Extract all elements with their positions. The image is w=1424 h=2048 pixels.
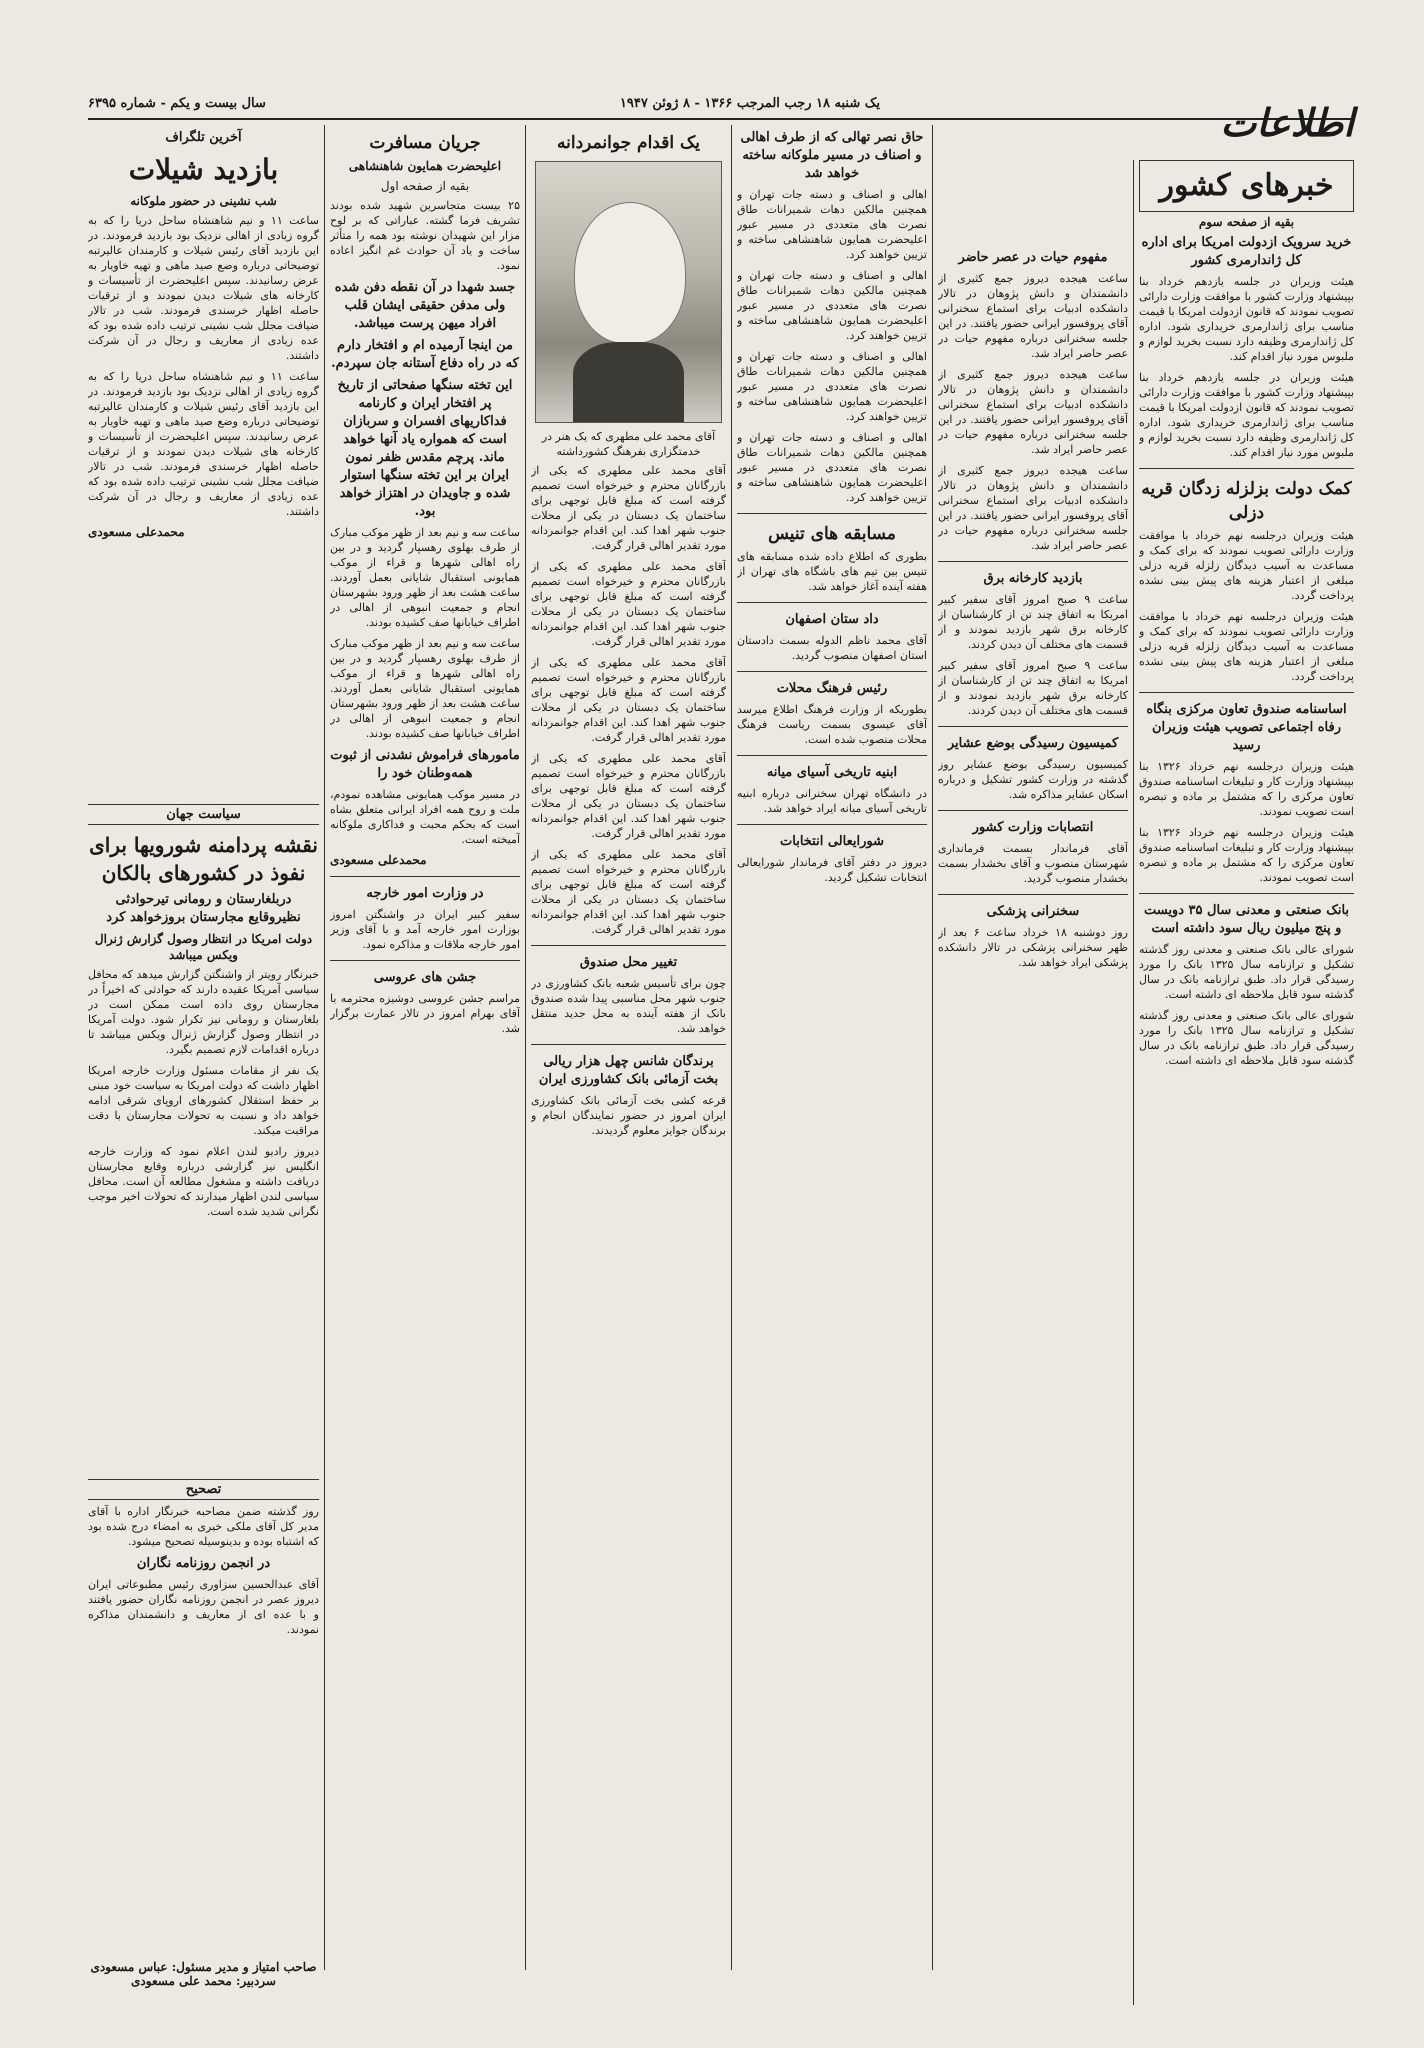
article-title: اساسنامه صندوق تعاون مرکزی بنگاه رفاه اجتماعی تصویب هیئت وزیران رسید <box>1146 702 1347 753</box>
column-2 <box>938 245 1128 1965</box>
article-text: اهالی و اصناف و دسته جات تهران و همچنین مالکین دهات شمیرانات طاق نصرت های متعددی در مسیر عبور اعلیحضرت همایون شاهنشاهی ساخته و تزیین خواهند کرد. <box>737 350 927 423</box>
article-text: یک نفر از مقامات مسئول وزارت خارجه امریکا اظهار داشت که دولت امریکا به سیاست خود مبنی بر حفظ استقلال کشورهای اروپای شرقی ادامه خواهد داد و نسبت به تحولات مجارستان با دقت مراقبت میکند. <box>88 1064 319 1137</box>
article-text: ساعت هیجده دیروز جمع کثیری از دانشمندان و دانش پژوهان در تالار دانشکده ادبیات برای استماع سخنرانی آقای پروفسور ایرانی حضور یافتند. در این جلسه سخنرانی درباره مفهوم حیات در عصر حاضر ایراد شد. <box>938 368 1128 456</box>
article-text: قرعه کشی بخت آزمائی بانک کشاورزی ایران امروز در حضور نمایندگان انجام و برندگان جوایز معلوم گردیدند. <box>531 1094 726 1137</box>
footer-credits <box>88 1960 319 1988</box>
article-text: هیئت وزیران درجلسه نهم خرداد ۱۳۲۶ بنا بپیشنهاد وزارت کار و تبلیغات اساسنامه صندوق تعاون مرکزی را که مشتمل بر ماده و تبصره است تصویب نمودند. <box>1139 760 1354 818</box>
bottom-notes <box>88 1475 319 1835</box>
article-text: آقای محمد علی مطهری که یکی از بازرگانان محترم و خیرخواه است تصمیم گرفته است که مبلغ قابل توجهی برای ساختمان یک دبستان در یکی از محلات جنوب شهر اهدا کند. این اقدام جوانمردانه مورد تقدیر اهالی قرار گرفت. <box>531 560 726 648</box>
article-title: یک اقدام جوانمردانه <box>557 133 700 153</box>
article-text: آقای محمد علی مطهری که یکی از بازرگانان محترم و خیرخواه است تصمیم گرفته است که مبلغ قابل توجهی برای ساختمان یک دبستان در یکی از محلات جنوب شهر اهدا کند. این اقدام جوانمردانه مورد تقدیر اهالی قرار گرفت. <box>531 752 726 840</box>
article-subtitle: شب نشینی در حضور ملوکانه <box>130 194 277 208</box>
article-text: ساعت ۱۱ و نیم شاهنشاه ساحل دریا را که به گروه زیادی از اهالی نزدیک بود بازدید فرمودند. در این بازدید آقای رئیس شیلات و کارمندان عالیرتبه توضیحاتی درباره وضع صید ماهی و تهیه خاویار به عرض رسانیدند. سپس اعلیحضرت از تأسیسات و کارخانه های شیلات دیدن نمودند و از ترقیات حاصله اظهار خرسندی فرمودند. شب در تالار ضیافت مجلل شب نشینی ترتیب داده شده بود که عده زیادی از معاریف و رجال در آن شرکت داشتند. <box>88 214 319 362</box>
section-kicker: سیاست جهان <box>88 804 319 825</box>
article-text: شورای عالی بانک صنعتی و معدنی روز گذشته تشکیل و ترازنامه سال ۱۳۲۵ بانک را مورد رسیدگی قرار داد. طبق ترازنامه بانک در سال گذشته سود قابل ملاحظه ای داشته است. <box>1139 943 1354 1001</box>
article-text: بطوریکه از وزارت فرهنگ اطلاع میرسد آقای عیسوی بسمت ریاست فرهنگ محلات منصوب شده است. <box>737 703 927 746</box>
article-text: اهالی و اصناف و دسته جات تهران و همچنین مالکین دهات شمیرانات طاق نصرت های متعددی در مسیر عبور اعلیحضرت همایون شاهنشاهی ساخته و تزیین خواهند کرد. <box>737 269 927 342</box>
article-text: ساعت ۹ صبح امروز آقای سفیر کبیر امریکا به اتفاق چند تن از کارشناسان از کارخانه برق شهر بازدید نمودند و از قسمت های مختلف آن دیدن کردند. <box>938 593 1128 651</box>
article-text: هیئت وزیران درجلسه نهم خرداد با موافقت وزارت دارائی تصویب نمودند که برای کمک و مساعدت به آسیب دیدگان زلزله قریه دزلی مبلغی از اعتبار هزینه های پیش بینی نشده پرداخت گردد. <box>1139 610 1354 683</box>
section-title: خبرهای کشور <box>1159 168 1334 203</box>
article-text: ساعت سه و نیم بعد از ظهر موکب مبارک از طرف بهلوی رهسپار گردید و در بین راه اهالی شهرها و قراء از موکب همایونی استقبال شایانی بعمل آوردند. ساعت هشت بعد از ظهر ورود بشهرستان انجام و جمعیت انبوهی از اهالی در اطراف خیابانها صف کشیده بودند. <box>330 526 520 629</box>
article-title: بانک صنعتی و معدنی سال ۳۵ دویست و پنج میلیون ریال سود داشته است <box>1143 903 1350 936</box>
article-text: ۲۵ بیست متجاسرین شهید شده بودند تشریف فرما گشته. عباراتی که بر لوح مزار این شهیدان نوشته بود همه را متأثر ساخت و یاد آن حوادث غم انگیز اعاده نمود. <box>330 199 520 272</box>
article-subtitle: دربلغارستان و رومانی تیرحوادثی نظیروقایع مجارستان بروزخواهد کرد <box>106 892 301 925</box>
column-domestic-news <box>1139 160 1354 1965</box>
article-title: بازدید شیلات <box>128 153 279 186</box>
article-title: نقشه پردامنه شورویها برای نفوذ در کشورهای بالکان <box>89 833 318 885</box>
article-subtitle-2: دولت امریکا در انتظار وصول گزارش ژنرال ویکس میباشد <box>94 932 313 962</box>
article-text: ساعت هیجده دیروز جمع کثیری از دانشمندان و دانش پژوهان در تالار دانشکده ادبیات برای استماع سخنرانی آقای پروفسور ایرانی حضور یافتند. در این جلسه سخنرانی درباره مفهوم حیات در عصر حاضر ایراد شد. <box>938 272 1128 360</box>
article-text: ساعت هیجده دیروز جمع کثیری از دانشمندان و دانش پژوهان در تالار دانشکده ادبیات برای استماع سخنرانی آقای پروفسور ایرانی حضور یافتند. در این جلسه سخنرانی درباره مفهوم حیات در عصر حاضر ایراد شد. <box>938 464 1128 552</box>
article-text: در دانشگاه تهران سخنرانی درباره ابنیه تاریخی آسیای میانه ایراد خواهد شد. <box>737 787 927 815</box>
continued-note: بقیه از صفحه اول <box>380 179 470 193</box>
article-text: هیئت وزیران در جلسه یازدهم خرداد بنا بپیشنهاد وزارت کشور با موافقت وزارت دارائی تصویب نمودند که قانون ازدولت امریکا با قیمت مناسب برای ژاندارمری خریداری شود. اداره کل ژاندارمری وظیفه دارد نسبت بخرید لوازم و ملبوس مورد نیاز اقدام کند. <box>1139 275 1354 363</box>
article-text: آقای محمد علی مطهری که یکی از بازرگانان محترم و خیرخواه است تصمیم گرفته است که مبلغ قابل توجهی برای ساختمان یک دبستان در یکی از محلات جنوب شهر اهدا کند. این اقدام جوانمردانه مورد تقدیر اهالی قرار گرفت. <box>531 848 726 936</box>
correction-title: تصحیح <box>88 1479 319 1500</box>
column-5 <box>330 125 520 1965</box>
article-text: ساعت سه و نیم بعد از ظهر موکب مبارک از طرف بهلوی رهسپار گردید و در بین راه اهالی شهرها و قراء از موکب همایونی استقبال شایانی بعمل آوردند. ساعت هشت بعد از ظهر ورود بشهرستان انجام و جمعیت انبوهی از اهالی در اطراف خیابانها صف کشیده بودند. <box>330 637 520 740</box>
article-text: آقای محمد علی مطهری که یکی از بازرگانان محترم و خیرخواه است تصمیم گرفته است که مبلغ قابل توجهی برای ساختمان یک دبستان در یکی از محلات جنوب شهر اهدا کند. این اقدام جوانمردانه مورد تقدیر اهالی قرار گرفت. <box>531 656 726 744</box>
article-text: چون برای تأسیس شعبه بانک کشاورزی در جنوب شهر محل مناسبی پیدا شده صندوق بانک از هفته آینده به محل جدید منتقل خواهد شد. <box>531 977 726 1035</box>
article-text: آقای محمد ناظم الدوله بسمت دادستان استان اصفهان منصوب گردید. <box>737 634 927 662</box>
author-signature: محمدعلی مسعودی <box>88 525 185 539</box>
article-title: ابنیه تاریخی آسیای میانه <box>766 765 898 780</box>
article-title: برندگان شانس چهل هزار ریالی بخت آزمائی بانک کشاورزی ایران <box>538 1054 719 1087</box>
article-text: ساعت ۹ صبح امروز آقای سفیر کبیر امریکا به اتفاق چند تن از کارشناسان از کارخانه برق شهر بازدید نمودند و از قسمت های مختلف آن دیدن کردند. <box>938 659 1128 717</box>
article-text: مراسم جشن عروسی دوشیزه محترمه با آقای بهرام امروز در تالار عمارت برگزار شد. <box>330 992 520 1035</box>
quote: این تخته سنگها صفحاتی از تاریخ پر افتخار ایران و کارنامه فداکاریهای افسران و سربازان است که همواره یاد آنها خواهد ماند. پرچم مقدس ظفر نمون ایران بر این تخته سنگها استوار شده و جاویدان در اهتزاز خواهد بود. <box>337 378 513 519</box>
article-subtitle: اعلیحضرت همایون شاهنشاهی <box>348 159 502 173</box>
portrait-coat <box>573 342 684 422</box>
article-text: شورای عالی بانک صنعتی و معدنی روز گذشته تشکیل و ترازنامه سال ۱۳۲۵ بانک را مورد رسیدگی قرار داد. طبق ترازنامه بانک در سال گذشته سود قابل ملاحظه ای داشته است. <box>1139 1009 1354 1067</box>
article-text: در مسیر موکب همایونی مشاهده نمودم، ملت و روح همه افراد ایرانی متعلق بشاه است که بحکم محبت و فداکاری ملوکانه آمیخته است. <box>330 788 520 846</box>
article-text: بطوری که اطلاع داده شده مسابقه های تنیس بین تیم های باشگاه های تهران از هفته آینده آغاز خواهد شد. <box>737 550 927 593</box>
quote: جسد شهدا در آن نقطه دفن شده ولی مدفن حقیقی ایشان قلب افراد میهن پرست میباشد. <box>334 280 516 331</box>
article-title: بازدید کارخانه برق <box>983 571 1083 586</box>
article-title: خرید سرویک ازدولت امریکا برای اداره کل ژاندارمری کشور <box>1141 235 1352 268</box>
article-title: رئیس فرهنگ محلات <box>776 681 888 696</box>
event-text: آقای عبدالحسین سزاوری رئیس مطبوعاتی ایران دیروز عصر در انجمن روزنامه نگاران حضور یافتند و با عده ای از معاریف و دانشمندان مذاکره نمودند. <box>88 1578 319 1636</box>
section-heading: مامورهای فراموش نشدنی از ثبوت همه‌وطنان خود را <box>330 748 520 781</box>
domestic-news-header <box>1139 160 1354 212</box>
article-text: اهالی و اصناف و دسته جات تهران و همچنین مالکین دهات شمیرانات طاق نصرت های متعددی در مسیر عبور اعلیحضرت همایون شاهنشاهی ساخته و تزیین خواهند کرد. <box>737 188 927 261</box>
article-title: جریان مسافرت <box>369 133 481 153</box>
article-title: کمیسیون رسیدگی بوضع عشایر <box>947 736 1119 751</box>
article-text: هیئت وزیران درجلسه نهم خرداد با موافقت وزارت دارائی تصویب نمودند که برای کمک و مساعدت به آسیب دیدگان زلزله قریه دزلی مبلغی از اعتبار هزینه های پیش بینی نشده پرداخت گردد. <box>1139 529 1354 602</box>
column-6 <box>88 125 319 795</box>
article-text: دیروز در دفتر آقای فرماندار شورایعالی انتخابات تشکیل گردید. <box>737 856 927 884</box>
article-title: در وزارت امور خارجه <box>366 886 484 901</box>
article-text: هیئت وزیران در جلسه یازدهم خرداد بنا بپیشنهاد وزارت کشور با موافقت وزارت دارائی تصویب نمودند که قانون ازدولت امریکا با قیمت مناسب برای ژاندارمری خریداری شود. اداره کل ژاندارمری وظیفه دارد نسبت بخرید لوازم و ملبوس مورد نیاز اقدام کند. <box>1139 371 1354 459</box>
world-politics <box>88 800 319 1470</box>
article-text: خبرنگار رویتر از واشنگتن گزارش میدهد که محافل سیاسی آمریکا عقیده دارند که حوادثی که اخیراً در مجارستان روی داده است ممکن است در بلغارستان و رومانی نیز تکرار شود. دولت آمریکا در انتظار وصول گزارش ژنرال ویکس میباشد تا درباره اقدامات لازم تصمیم بگیرد. <box>88 968 319 1056</box>
issue-line: سال بیست و یکم - شماره ۶۳۹۵ <box>88 95 266 111</box>
editor-line: سردبیر: محمد علی مسعودی <box>131 1974 276 1988</box>
quote: من اینجا آرمیده ام و افتخار دارم که در راه دفاع آستانه جان سپردم. <box>331 338 519 371</box>
portrait-face <box>574 202 686 344</box>
publisher-line: صاحب امتیاز و مدیر مسئول: عباس مسعودی <box>90 1960 317 1974</box>
article-text: آقای فرماندار بسمت فرمانداری شهرستان منصوب و آقای بخشدار بسمت بخشدار منصوب گردید. <box>938 842 1128 885</box>
correction-text: روز گذشته ضمن مصاحبه خبرنگار اداره با آقای مدیر کل آقای ملکی خبری به امضاء درج شده بود که اشتباه بوده و بدینوسیله تصحیح میشود. <box>88 1505 319 1548</box>
article-text: هیئت وزیران درجلسه نهم خرداد ۱۳۲۶ بنا بپیشنهاد وزارت کار و تبلیغات اساسنامه صندوق تعاون مرکزی را که مشتمل بر ماده و تبصره است تصویب نمودند. <box>1139 826 1354 884</box>
article-title: کمک دولت بزلزله زدگان قریه دزلی <box>1141 479 1352 523</box>
masthead <box>88 88 1354 120</box>
article-title: جشن های عروسی <box>373 970 477 985</box>
article-text: اهالی و اصناف و دسته جات تهران و همچنین مالکین دهات شمیرانات طاق نصرت های متعددی در مسیر عبور اعلیحضرت همایون شاهنشاهی ساخته و تزیین خواهند کرد. <box>737 431 927 504</box>
portrait-photo <box>535 161 722 423</box>
article-text: سفیر کبیر ایران در واشنگتن امروز بوزارت امور خارجه آمد و با آقای وزیر امور خارجه ملاقات و مذاکره نمود. <box>330 908 520 951</box>
kicker: آخرین تلگراف <box>165 130 242 145</box>
article-title: مسابقه های تنیس <box>768 524 896 544</box>
article-title: انتصابات وزارت کشور <box>972 820 1094 835</box>
article-text: دیروز رادیو لندن اعلام نمود که وزارت خارجه انگلیس نیز گزارشی درباره وقایع مجارستان دریافت داشته و مشغول مطالعه آن است. محافل سیاسی لندن اظهار میدارند که تحولات اخیر موجب نگرانی شدید شده است. <box>88 1145 319 1218</box>
photo-caption: آقای محمد علی مطهری که یک هنر در خدمتگزاری بفرهنگ کشورداشته <box>541 430 716 458</box>
article-text: ساعت ۱۱ و نیم شاهنشاه ساحل دریا را که به گروه زیادی از اهالی نزدیک بود بازدید فرمودند. در این بازدید آقای رئیس شیلات و کارمندان عالیرتبه توضیحاتی درباره وضع صید ماهی و تهیه خاویار به عرض رسانیدند. سپس اعلیحضرت از تأسیسات و کارخانه های شیلات دیدن نمودند و از ترقیات حاصله اظهار خرسندی فرمودند. شب در تالار ضیافت مجلل شب نشینی ترتیب داده شده بود که عده زیادی از معاریف و رجال در آن شرکت داشتند. <box>88 370 319 518</box>
author-signature: محمدعلی مسعودی <box>330 853 427 867</box>
article-title: سخنرانی پزشکی <box>986 904 1080 919</box>
article-title: شورایعالی انتخابات <box>780 834 884 849</box>
article-title: مفهوم حیات در عصر حاضر <box>958 250 1108 265</box>
continued-note: بقیه از صفحه سوم <box>1198 215 1295 229</box>
column-4 <box>531 125 726 1965</box>
event-title: در انجمن روزنامه نگاران <box>136 1556 271 1571</box>
article-title: حاق نصر تهالی که از طرف اهالی و اصناف در مسیر ملوکانه ساخته خواهد شد <box>740 130 924 181</box>
article-title: تغییر محل صندوق <box>579 955 678 970</box>
date-line: یک شنبه ۱۸ رجب المرجب ۱۳۶۶ - ۸ ژوئن ۱۹۴۷ <box>619 95 881 111</box>
article-text: روز دوشنبه ۱۸ خرداد ساعت ۶ بعد از ظهر سخنرانی پزشکی در تالار دانشکده پزشکی ایراد خواهد شد. <box>938 926 1128 969</box>
article-text: آقای محمد علی مطهری که یکی از بازرگانان محترم و خیرخواه است تصمیم گرفته است که مبلغ قابل توجهی برای ساختمان یک دبستان در یکی از محلات جنوب شهر اهدا کند. این اقدام جوانمردانه مورد تقدیر اهالی قرار گرفت. <box>531 464 726 552</box>
column-3 <box>737 125 927 1965</box>
article-title: داد ستان اصفهان <box>785 612 879 627</box>
newspaper-logo: اطلاعات <box>1220 100 1354 145</box>
article-text: کمیسیون رسیدگی بوضع عشایر روز گذشته در وزارت کشور تشکیل و درباره اسکان عشایر مذاکره شد. <box>938 758 1128 801</box>
